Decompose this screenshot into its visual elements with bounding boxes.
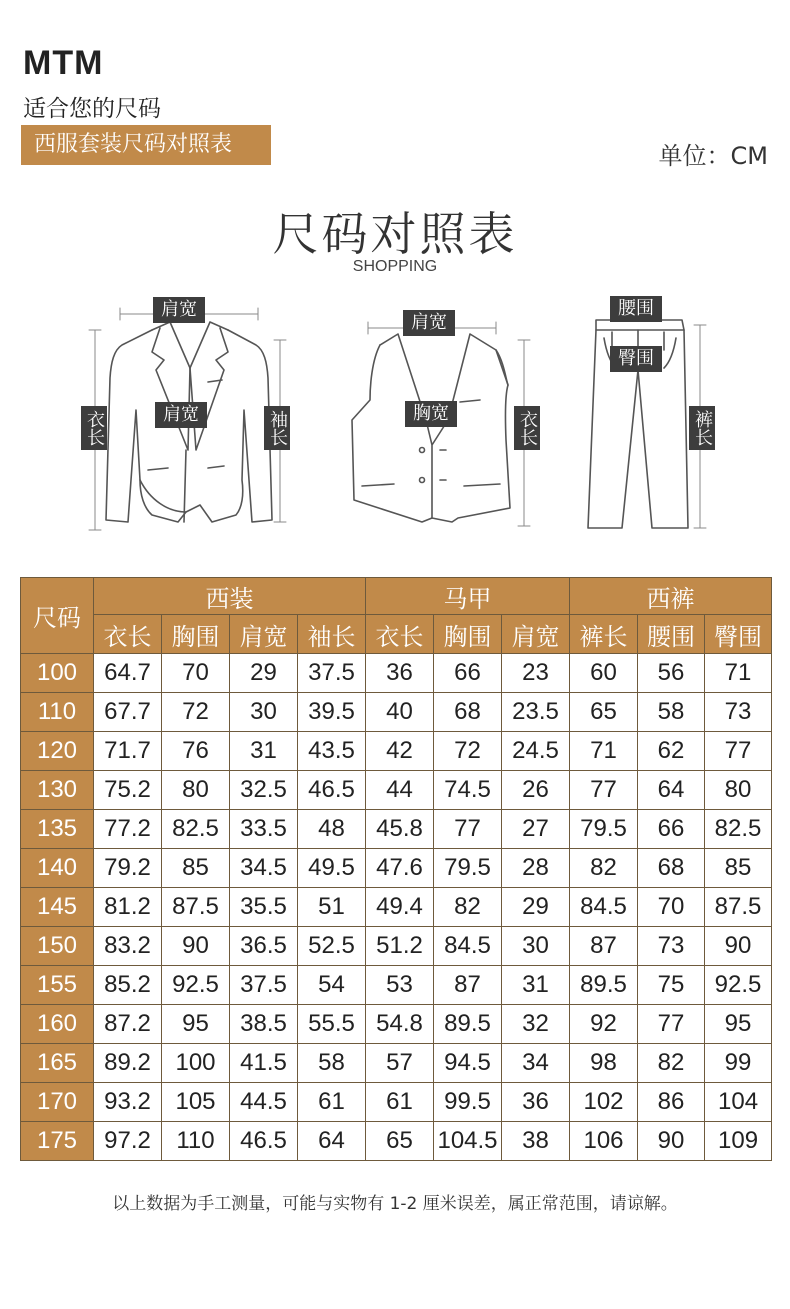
table-cell: 30	[502, 927, 570, 966]
table-cell: 58	[298, 1044, 366, 1083]
table-cell: 31	[230, 732, 298, 771]
garment-illustration	[0, 290, 790, 550]
size-cell: 160	[21, 1005, 94, 1044]
table-cell: 73	[705, 693, 772, 732]
table-cell: 77	[638, 1005, 705, 1044]
size-cell: 140	[21, 849, 94, 888]
table-cell: 92.5	[162, 966, 230, 1005]
table-row	[21, 771, 772, 810]
table-cell: 110	[162, 1122, 230, 1161]
table-row	[21, 654, 772, 693]
table-row	[21, 810, 772, 849]
table-cell: 87	[570, 927, 638, 966]
table-cell: 85	[162, 849, 230, 888]
table-cell: 57	[366, 1044, 434, 1083]
table-cell: 26	[502, 771, 570, 810]
table-cell: 82	[638, 1044, 705, 1083]
table-cell: 92.5	[705, 966, 772, 1005]
table-cell: 94.5	[434, 1044, 502, 1083]
table-cell: 97.2	[94, 1122, 162, 1161]
table-cell: 106	[570, 1122, 638, 1161]
table-cell: 37.5	[298, 654, 366, 693]
table-cell: 61	[366, 1083, 434, 1122]
table-cell: 37.5	[230, 966, 298, 1005]
table-cell: 87.2	[94, 1005, 162, 1044]
table-cell: 58	[638, 693, 705, 732]
table-cell: 48	[298, 810, 366, 849]
table-cell: 24.5	[502, 732, 570, 771]
table-cell: 73	[638, 927, 705, 966]
table-cell: 77.2	[94, 810, 162, 849]
table-cell: 89.5	[570, 966, 638, 1005]
table-cell: 49.4	[366, 888, 434, 927]
size-column-header: 尺码	[21, 578, 94, 654]
table-cell: 54.8	[366, 1005, 434, 1044]
table-cell: 34.5	[230, 849, 298, 888]
table-cell: 42	[366, 732, 434, 771]
column-header: 裤长	[570, 615, 638, 654]
table-cell: 70	[638, 888, 705, 927]
table-cell: 33.5	[230, 810, 298, 849]
vest-length-label: 衣长	[514, 406, 540, 450]
table-cell: 109	[705, 1122, 772, 1161]
table-cell: 36	[366, 654, 434, 693]
subtitle: 适合您的尺码	[23, 96, 161, 122]
table-cell: 54	[298, 966, 366, 1005]
table-cell: 71	[705, 654, 772, 693]
jacket-length-label: 衣长	[81, 406, 107, 450]
group-header-pants: 西裤	[570, 578, 772, 615]
pants-length-label: 裤长	[689, 406, 715, 450]
size-cell: 120	[21, 732, 94, 771]
page-subtitle: SHOPPING	[352, 258, 438, 275]
column-header: 胸围	[434, 615, 502, 654]
table-cell: 61	[298, 1083, 366, 1122]
table-cell: 44	[366, 771, 434, 810]
table-row	[21, 1044, 772, 1083]
column-header: 袖长	[298, 615, 366, 654]
garment-diagrams	[0, 290, 790, 550]
table-cell: 82.5	[162, 810, 230, 849]
table-cell: 98	[570, 1044, 638, 1083]
table-cell: 43.5	[298, 732, 366, 771]
table-row	[21, 849, 772, 888]
size-cell: 150	[21, 927, 94, 966]
footnote: 以上数据为手工测量，可能与实物有 1-2 厘米误差，属正常范围，请谅解。	[112, 1194, 678, 1214]
table-group-header-row	[21, 578, 772, 615]
table-cell: 83.2	[94, 927, 162, 966]
table-cell: 99.5	[434, 1083, 502, 1122]
table-cell: 46.5	[230, 1122, 298, 1161]
table-cell: 38	[502, 1122, 570, 1161]
size-cell: 155	[21, 966, 94, 1005]
table-cell: 72	[162, 693, 230, 732]
table-cell: 28	[502, 849, 570, 888]
table-cell: 89.2	[94, 1044, 162, 1083]
table-cell: 29	[502, 888, 570, 927]
table-cell: 55.5	[298, 1005, 366, 1044]
column-header: 胸围	[162, 615, 230, 654]
table-cell: 64.7	[94, 654, 162, 693]
table-row	[21, 693, 772, 732]
table-cell: 47.6	[366, 849, 434, 888]
table-cell: 80	[705, 771, 772, 810]
table-cell: 68	[434, 693, 502, 732]
table-cell: 67.7	[94, 693, 162, 732]
column-header: 肩宽	[230, 615, 298, 654]
table-cell: 49.5	[298, 849, 366, 888]
table-cell: 90	[162, 927, 230, 966]
size-cell: 175	[21, 1122, 94, 1161]
column-header: 腰围	[638, 615, 705, 654]
group-header-vest: 马甲	[366, 578, 570, 615]
size-cell: 100	[21, 654, 94, 693]
table-cell: 34	[502, 1044, 570, 1083]
jacket-shoulder-label: 肩宽	[153, 297, 205, 323]
table-cell: 70	[162, 654, 230, 693]
table-cell: 77	[705, 732, 772, 771]
table-cell: 30	[230, 693, 298, 732]
column-header: 衣长	[366, 615, 434, 654]
table-cell: 85.2	[94, 966, 162, 1005]
table-row	[21, 888, 772, 927]
page-title: 尺码对照表	[272, 207, 518, 261]
table-row	[21, 732, 772, 771]
table-cell: 82	[570, 849, 638, 888]
table-cell: 87.5	[162, 888, 230, 927]
table-row	[21, 1083, 772, 1122]
size-table-body	[21, 654, 772, 1161]
column-header: 臀围	[705, 615, 772, 654]
table-cell: 90	[705, 927, 772, 966]
table-cell: 100	[162, 1044, 230, 1083]
table-cell: 85	[705, 849, 772, 888]
pants-hip-label: 臀围	[610, 346, 662, 372]
vest-chest-label: 胸宽	[405, 401, 457, 427]
table-cell: 62	[638, 732, 705, 771]
vest-shoulder-label: 肩宽	[403, 310, 455, 336]
table-row	[21, 1005, 772, 1044]
chart-tag: 西服套装尺码对照表	[21, 125, 271, 165]
table-cell: 86	[638, 1083, 705, 1122]
table-cell: 82.5	[705, 810, 772, 849]
table-cell: 53	[366, 966, 434, 1005]
jacket-sleeve-label: 袖长	[264, 406, 290, 450]
table-cell: 64	[638, 771, 705, 810]
pants-waist-label: 腰围	[610, 296, 662, 322]
table-cell: 75	[638, 966, 705, 1005]
table-cell: 68	[638, 849, 705, 888]
table-cell: 23.5	[502, 693, 570, 732]
table-cell: 36.5	[230, 927, 298, 966]
table-cell: 40	[366, 693, 434, 732]
table-cell: 27	[502, 810, 570, 849]
table-cell: 39.5	[298, 693, 366, 732]
table-cell: 65	[366, 1122, 434, 1161]
size-cell: 165	[21, 1044, 94, 1083]
table-cell: 80	[162, 771, 230, 810]
table-cell: 89.5	[434, 1005, 502, 1044]
table-row	[21, 1122, 772, 1161]
table-cell: 87.5	[705, 888, 772, 927]
table-cell: 79.2	[94, 849, 162, 888]
size-cell: 135	[21, 810, 94, 849]
table-cell: 71	[570, 732, 638, 771]
table-cell: 92	[570, 1005, 638, 1044]
table-cell: 77	[570, 771, 638, 810]
unit-label: 单位：CM	[658, 142, 768, 170]
column-header: 衣长	[94, 615, 162, 654]
size-cell: 130	[21, 771, 94, 810]
table-row	[21, 927, 772, 966]
table-cell: 82	[434, 888, 502, 927]
table-cell: 99	[705, 1044, 772, 1083]
table-cell: 84.5	[570, 888, 638, 927]
table-cell: 51.2	[366, 927, 434, 966]
table-cell: 32	[502, 1005, 570, 1044]
table-cell: 93.2	[94, 1083, 162, 1122]
table-cell: 87	[434, 966, 502, 1005]
table-cell: 77	[434, 810, 502, 849]
table-cell: 105	[162, 1083, 230, 1122]
size-cell: 170	[21, 1083, 94, 1122]
table-cell: 72	[434, 732, 502, 771]
group-header-suit: 西装	[94, 578, 366, 615]
table-cell: 65	[570, 693, 638, 732]
column-header: 肩宽	[502, 615, 570, 654]
table-column-header-row	[21, 615, 772, 654]
size-cell: 145	[21, 888, 94, 927]
table-cell: 46.5	[298, 771, 366, 810]
brand-title: MTM	[23, 44, 104, 82]
size-table	[20, 577, 772, 1161]
table-cell: 31	[502, 966, 570, 1005]
table-cell: 52.5	[298, 927, 366, 966]
table-cell: 79.5	[570, 810, 638, 849]
table-cell: 75.2	[94, 771, 162, 810]
table-cell: 66	[434, 654, 502, 693]
table-cell: 104.5	[434, 1122, 502, 1161]
table-cell: 29	[230, 654, 298, 693]
table-cell: 60	[570, 654, 638, 693]
table-cell: 79.5	[434, 849, 502, 888]
table-cell: 84.5	[434, 927, 502, 966]
table-cell: 44.5	[230, 1083, 298, 1122]
table-cell: 76	[162, 732, 230, 771]
table-cell: 45.8	[366, 810, 434, 849]
table-cell: 32.5	[230, 771, 298, 810]
table-cell: 104	[705, 1083, 772, 1122]
table-row	[21, 966, 772, 1005]
table-cell: 64	[298, 1122, 366, 1161]
jacket-chest-label: 肩宽	[155, 402, 207, 428]
size-cell: 110	[21, 693, 94, 732]
table-cell: 36	[502, 1083, 570, 1122]
table-cell: 95	[162, 1005, 230, 1044]
table-cell: 102	[570, 1083, 638, 1122]
table-cell: 41.5	[230, 1044, 298, 1083]
table-cell: 90	[638, 1122, 705, 1161]
table-cell: 51	[298, 888, 366, 927]
table-cell: 35.5	[230, 888, 298, 927]
table-cell: 81.2	[94, 888, 162, 927]
table-cell: 38.5	[230, 1005, 298, 1044]
table-cell: 23	[502, 654, 570, 693]
table-cell: 66	[638, 810, 705, 849]
table-cell: 56	[638, 654, 705, 693]
table-cell: 95	[705, 1005, 772, 1044]
table-cell: 71.7	[94, 732, 162, 771]
table-cell: 74.5	[434, 771, 502, 810]
